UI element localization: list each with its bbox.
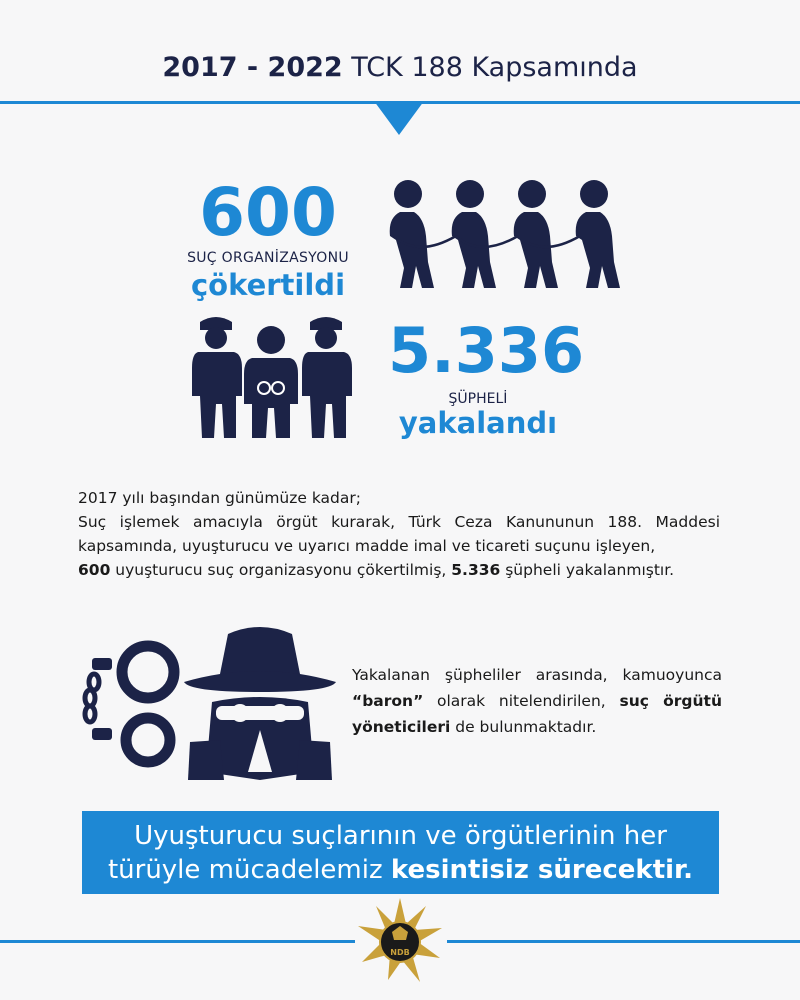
baron-line-3	[352, 714, 722, 740]
suspects-verb: yakalandı	[398, 406, 558, 440]
closing-banner	[82, 811, 719, 894]
baron-word: baron	[362, 692, 414, 710]
handcuffed-prisoners-icon	[378, 178, 638, 298]
baron-bold-2: yöneticileri	[352, 718, 451, 736]
page-title	[0, 52, 800, 83]
quote-close: ”	[413, 692, 424, 710]
baron-bold-1: suç örgütü	[619, 692, 722, 710]
quote-open: “	[352, 692, 363, 710]
police-arrest-icon	[186, 312, 356, 442]
summary-paragraph	[78, 486, 720, 582]
organizations-label: SUÇ ORGANİZASYONU	[187, 250, 349, 266]
suspects-label: ŞÜPHELİ	[448, 391, 508, 407]
header-pointer	[374, 101, 424, 135]
footer-divider-left	[0, 940, 355, 943]
title-rest: TCK 188 Kapsamında	[342, 52, 638, 83]
banner-line-2	[82, 853, 719, 887]
banner-line-1: Uyuşturucu suçlarının ve örgütlerinin her	[134, 821, 667, 851]
summary-mid: uyuşturucu suç organizasyonu çökertilmiş,	[110, 561, 452, 579]
spy-icon	[180, 622, 340, 782]
summary-body-text: Suç işlemek amacıyla örgüt kurarak, Türk Ceza Kanununun 188. Maddesi kapsamında, uyuşturucu ve uyarıcı madde imal ve ticareti suçunu işleyen,	[78, 513, 720, 555]
summary-end: şüpheli yakalanmıştır.	[500, 561, 675, 579]
baron-line-2	[352, 688, 722, 714]
summary-num-suspects: 5.336	[451, 561, 501, 579]
baron-part3: de bulunmaktadır.	[450, 718, 597, 736]
emblem-text: NDB	[390, 948, 410, 957]
summary-intro: 2017 yılı başından günümüze kadar;	[78, 489, 361, 507]
police-emblem-icon	[358, 898, 442, 982]
banner-line-2-bold: kesintisiz sürecektir.	[390, 855, 694, 885]
suspects-number: 5.336	[388, 314, 585, 387]
summary-body	[78, 510, 720, 582]
baron-line-1: Yakalanan şüpheliler arasında, kamuoyunca	[352, 666, 722, 684]
summary-num-organizations: 600	[78, 561, 111, 579]
organizations-number: 600	[199, 174, 337, 251]
organizations-verb: çökertildi	[190, 268, 346, 302]
banner-line-2-regular: türüyle mücadelemiz	[107, 855, 391, 885]
baron-part2: olarak nitelendirilen,	[423, 692, 620, 710]
baron-text	[352, 662, 722, 740]
title-years: 2017 - 2022	[162, 52, 343, 83]
footer-divider-right	[447, 940, 800, 943]
